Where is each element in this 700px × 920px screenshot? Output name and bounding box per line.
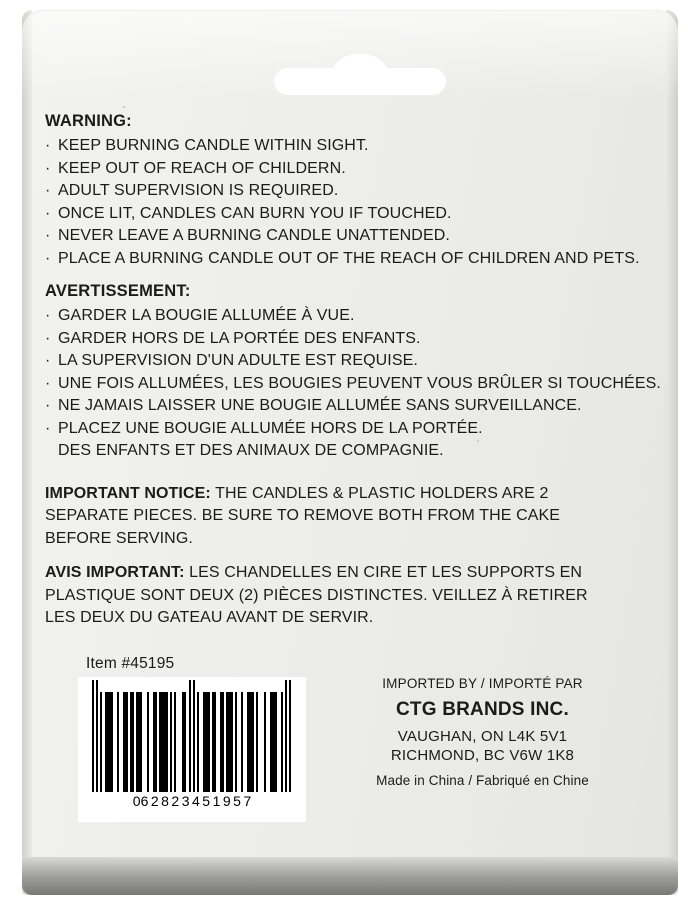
list-item — [45, 180, 620, 203]
list-item-label: NE JAMAIS LAISSER UNE BOUGIE ALLUMÉE SANS SURVEILLANCE. — [58, 397, 582, 414]
barcode-trail-digit: 7 — [243, 793, 252, 809]
list-item — [45, 350, 620, 373]
hang-slot-hole — [329, 54, 391, 88]
bullet-dot-icon: · — [45, 374, 51, 392]
list-item-label: GARDER HORS DE LA PORTÉE DES ENFANTS. — [58, 329, 421, 347]
list-item — [45, 328, 620, 351]
card-right-edge — [666, 10, 678, 895]
spacer — [45, 550, 620, 562]
list-item-label: GARDER LA BOUGIE ALLUMÉE À VUE. — [58, 307, 355, 324]
surface-speck — [123, 106, 125, 108]
avertissement-heading: AVERTISSEMENT: — [45, 282, 191, 300]
bullet-dot-icon: · — [45, 249, 51, 267]
spacer — [45, 270, 620, 282]
bullet-dot-icon: · — [45, 204, 51, 222]
avis-important-label: AVIS IMPORTANT: — [45, 564, 185, 581]
made-in-label: Made in China / Fabriqué en Chine — [376, 773, 589, 788]
bullet-dot-icon: · — [45, 182, 51, 199]
list-item — [45, 158, 620, 181]
barcode-left-group: 62823 — [140, 793, 192, 809]
list-item — [45, 203, 620, 226]
euro-hang-slot — [274, 54, 446, 96]
list-item-label: KEEP OUT OF REACH OF CHILDERN. — [58, 159, 346, 177]
bullet-dot-icon: · — [45, 419, 51, 437]
avertissement-bullet-list — [45, 305, 661, 463]
list-item — [45, 395, 620, 418]
barcode-block — [78, 677, 306, 822]
barcode-digits — [78, 793, 306, 809]
bullet-dot-icon: · — [45, 137, 51, 154]
list-item-label: PLACE A BURNING CANDLE OUT OF THE REACH OF CHILDREN AND PETS. — [58, 249, 640, 267]
list-item-label: PLACEZ UNE BOUGIE ALLUMÉE HORS DE LA PORTÉE. — [58, 419, 483, 437]
list-item-label: ADULT SUPERVISION IS REQUIRED. — [58, 182, 339, 199]
list-item — [45, 225, 620, 248]
list-item — [45, 418, 620, 441]
list-item-label: ONCE LIT, CANDLES CAN BURN YOU IF TOUCHED. — [58, 204, 452, 222]
item-number: Item #45195 — [86, 655, 175, 672]
list-item — [45, 248, 640, 271]
card-left-edge — [22, 10, 32, 895]
bullet-dot-icon: · — [45, 307, 51, 324]
important-notice-label: IMPORTANT NOTICE: — [45, 484, 211, 502]
bullet-dot-icon: · — [45, 227, 51, 244]
card-bottom-band — [22, 857, 678, 895]
warning-bullet-list — [45, 135, 640, 270]
importer-block — [340, 676, 625, 788]
list-item-label: NEVER LEAVE A BURNING CANDLE UNATTENDED. — [58, 227, 450, 244]
important-notice-text: THE CANDLES & PLASTIC HOLDERS ARE 2 SEPARATE PIECES. BE SURE TO REMOVE BOTH FROM THE CAKE BEFORE SERVING. — [45, 484, 561, 547]
bullet-dot-icon: · — [45, 352, 51, 369]
barcode-bars — [92, 680, 292, 792]
bullet-dot-icon: · — [45, 159, 51, 177]
barcode-lead-digit: 0 — [132, 793, 141, 809]
bullet-dot-icon: · — [45, 329, 51, 347]
list-item — [45, 305, 620, 328]
imported-by-label: IMPORTED BY / IMPORTÉ PAR — [382, 676, 583, 691]
important-notice-paragraph — [45, 483, 620, 551]
barcode-right-group: 45195 — [192, 793, 244, 809]
list-item-label: UNE FOIS ALLUMÉES, LES BOUGIES PEUVENT VOUS BRÛLER SI TOUCHÉES. — [58, 374, 661, 392]
importer-address-line-2: RICHMOND, BC V6W 1K8 — [390, 747, 575, 764]
label-text-block — [45, 112, 661, 630]
list-item — [45, 135, 620, 158]
list-item — [45, 373, 661, 396]
spacer — [45, 463, 620, 483]
bullet-dot-icon: · — [45, 397, 51, 414]
importer-address-line-1: VAUGHAN, ON L4K 5V1 — [397, 728, 568, 745]
avis-important-text: LES CHANDELLES EN CIRE ET LES SUPPORTS EN PLASTIQUE SONT DEUX (2) PIÈCES DISTINCTES. VEILLEZ À RETIRER LES DEUX DU GATEAU AVANT DE SERVIR. — [45, 564, 588, 626]
importer-company-name: CTG BRANDS INC. — [396, 699, 569, 720]
warning-heading: WARNING: — [45, 112, 132, 130]
list-item-label: LA SUPERVISION D'UN ADULTE EST REQUISE. — [58, 352, 418, 369]
avis-important-paragraph — [45, 562, 620, 630]
list-item-label: KEEP BURNING CANDLE WITHIN SIGHT. — [58, 137, 369, 154]
list-item-continuation: DES ENFANTS ET DES ANIMAUX DE COMPAGNIE. — [58, 442, 444, 459]
